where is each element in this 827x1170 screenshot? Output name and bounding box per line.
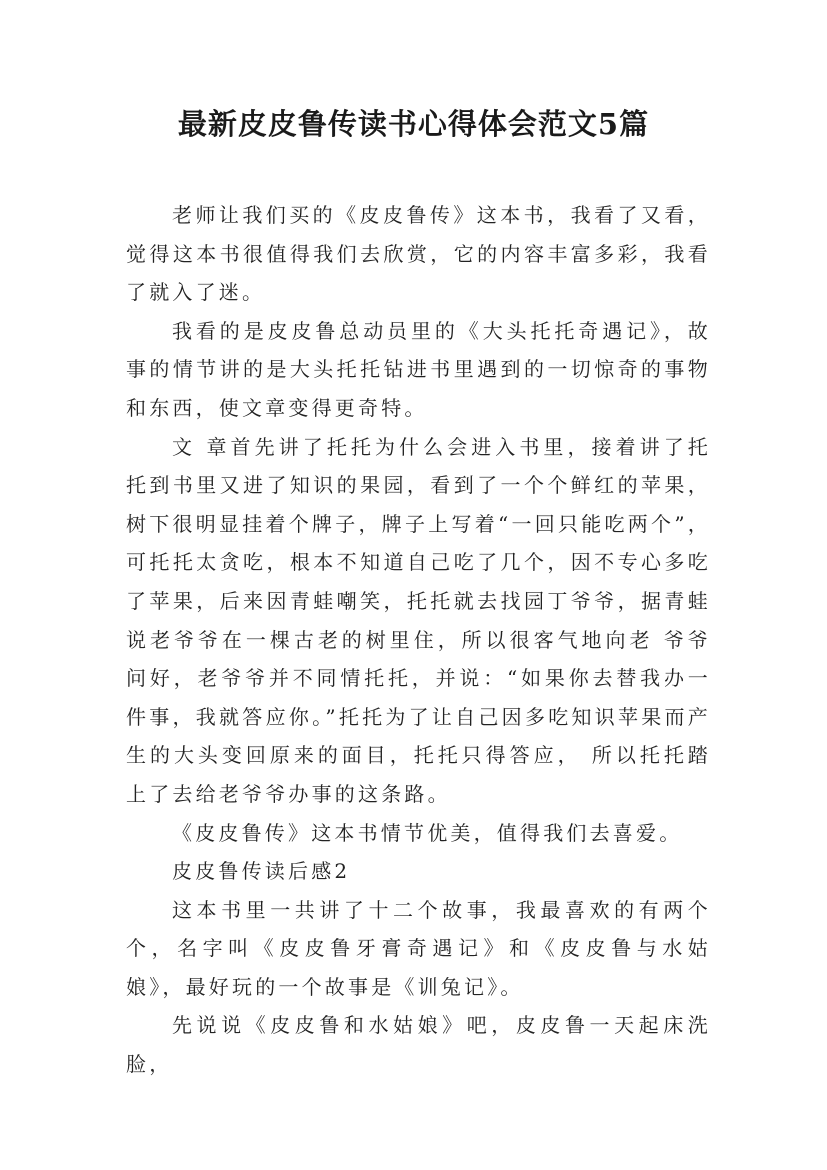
document-body <box>126 196 711 1084</box>
paragraph: 这本书里一共讲了十二个故事，我最喜欢的有两个个，名字叫《皮皮鲁牙膏奇遇记》和《皮皮鲁与水姑娘》，最好玩的一个故事是《训兔记》。 <box>126 897 711 999</box>
paragraph: 先说说《皮皮鲁和水姑娘》吧，皮皮鲁一天起床洗脸， <box>126 1013 711 1077</box>
section-heading: 皮皮鲁传读后感2 <box>172 859 351 884</box>
paragraph: 文 章首先讲了托托为什么会进入书里，接着讲了托托到书里又进了知识的果园，看到了一个个鲜红的苹果，树下很明显挂着个牌子，牌子上写着“一回只能吃两个”， 可托托太贪吃，根本不知道自己吃了几个，因不专心多吃了苹果，后来因青蛙嘲笑，托托就去找园丁爷爷，据青蛙说老爷爷在一棵古老的树里住，所以很客气地向老 爷爷问好，老爷爷并不同情托托，并说：“如果你去替我办一件事，我就答应你。”托托为了让自己因多吃知识苹果而产生的大头变回原来的面目，托托只得答应， 所以托托踏上了去给老爷爷办事的这条路。 <box>126 434 711 806</box>
paragraph: 《皮皮鲁传》这本书情节优美，值得我们去喜爱。 <box>172 820 683 845</box>
paragraph: 老师让我们买的《皮皮鲁传》这本书，我看了又看，觉得这本书很值得我们去欣赏，它的内容丰富多彩，我看了就入了迷。 <box>126 203 711 305</box>
document-title: 最新皮皮鲁传读书心得体会范文5篇 <box>177 107 650 141</box>
paragraph: 我看的是皮皮鲁总动员里的《大头托托奇遇记》，故事的情节讲的是大头托托钻进书里遇到的一切惊奇的事物和东西，使文章变得更奇特。 <box>126 318 711 420</box>
